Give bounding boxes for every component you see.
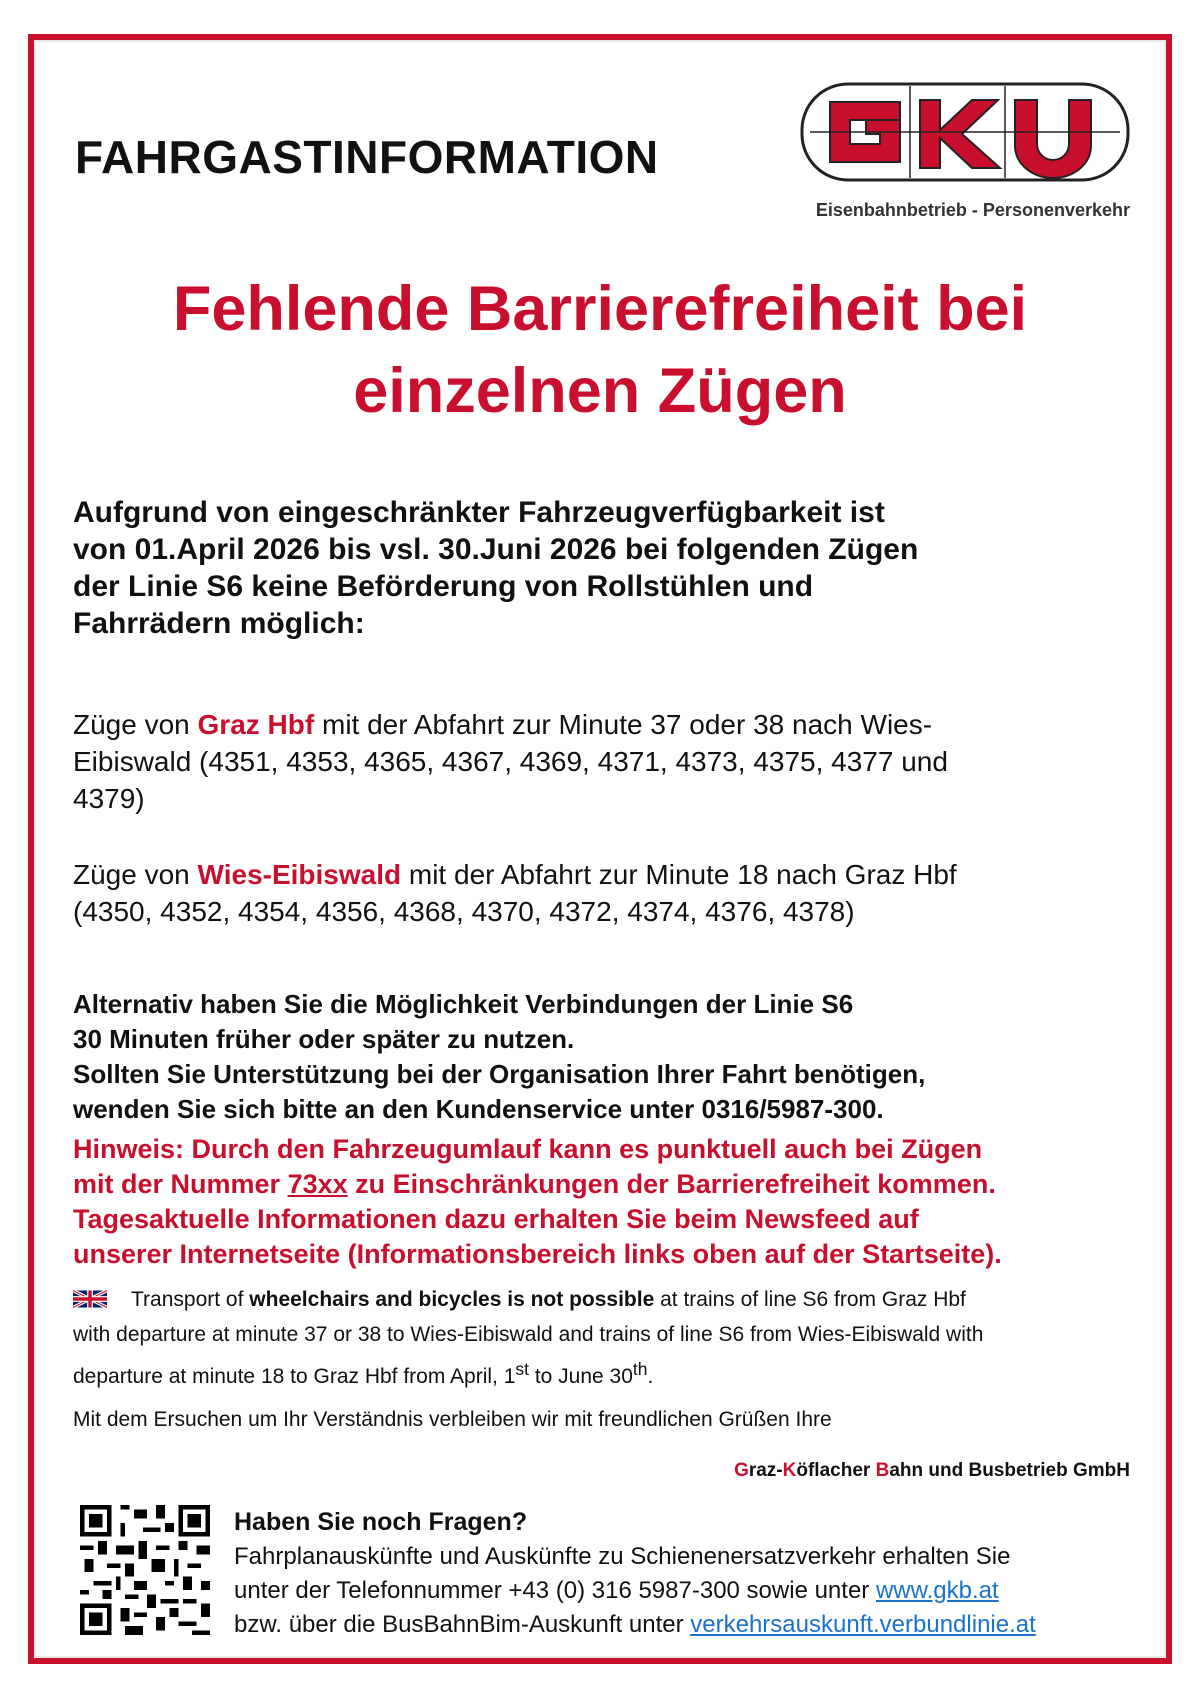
- trains-prefix: Züge von: [73, 859, 198, 890]
- english-text: departure at minute 18 to Graz Hbf from April, 1: [73, 1365, 516, 1388]
- train-numbers: (4350, 4352, 4354, 4356, 4368, 4370, 4372, 4374, 4376, 4378): [73, 896, 855, 927]
- questions-line: unter der Telefonnummer +43 (0) 316 5987-300 sowie unter: [234, 1577, 876, 1604]
- notice-title: [40, 268, 1160, 432]
- title-line-2: einzelnen Zügen: [353, 356, 847, 426]
- intro-line: Aufgrund von eingeschränkter Fahrzeugverfügbarkeit ist: [73, 496, 885, 529]
- closing-text: Mit dem Ersuchen um Ihr Verständnis verbleiben wir mit freundlichen Grüßen Ihre: [73, 1408, 832, 1431]
- alt-line: wenden Sie sich bitte an den Kundenservice unter 0316/5987-300.: [73, 1094, 884, 1124]
- trains-text: mit der Abfahrt zur Minute 18 nach Graz Hbf: [401, 859, 957, 890]
- hint-line: unserer Internetseite (Informationsbereich links oben auf der Startseite).: [73, 1239, 1002, 1269]
- intro-line: der Linie S6 keine Beförderung von Rollstühlen und: [73, 570, 814, 603]
- gkb-logo: [800, 82, 1130, 182]
- sig-initial: B: [875, 1460, 890, 1481]
- hint-line: Tagesaktuelle Informationen dazu erhalten Sie beim Newsfeed auf: [73, 1204, 919, 1234]
- english-text: Transport of: [131, 1288, 250, 1311]
- alt-line: Sollten Sie Unterstützung bei der Organisation Ihrer Fahrt benötigen,: [73, 1059, 926, 1089]
- train-numbers: Eibiswald (4351, 4353, 4365, 4367, 4369, 4371, 4373, 4375, 4377 und: [73, 746, 948, 777]
- sig-text: ahn und Busbetrieb GmbH: [889, 1460, 1130, 1481]
- questions-line: bzw. über die BusBahnBim-Auskunft unter: [234, 1611, 691, 1638]
- sig-initial: K: [782, 1460, 797, 1481]
- uk-flag-icon: [73, 1289, 107, 1309]
- trains-from-wies: [73, 856, 1133, 930]
- english-line: with departure at minute 37 or 38 to Wies-Eibiswald and trains of line S6 from Wies-Eibiswald with: [73, 1323, 984, 1346]
- alternative-paragraph: [73, 987, 1133, 1127]
- qr-code[interactable]: [80, 1505, 210, 1635]
- ordinal-suffix: st: [515, 1359, 529, 1379]
- sig-initial: G: [734, 1460, 749, 1481]
- english-bold: wheelchairs and bicycles is not possible: [249, 1288, 655, 1311]
- questions-text: [234, 1540, 1134, 1642]
- signature: [640, 1460, 1130, 1482]
- verbundlinie-link[interactable]: verkehrsauskunft.verbundlinie.at: [690, 1611, 1036, 1638]
- english-notice: [73, 1282, 1133, 1394]
- logo-subtitle: Eisenbahnbetrieb - Personenverkehr: [815, 200, 1130, 220]
- trains-text: mit der Abfahrt zur Minute 37 oder 38 nach Wies-: [314, 709, 933, 740]
- intro-line: von 01.April 2026 bis vsl. 30.Juni 2026 bei folgenden Zügen: [73, 533, 919, 566]
- trains-from-graz: [73, 706, 1133, 817]
- questions-title: Haben Sie noch Fragen?: [234, 1508, 528, 1536]
- title-line-1: Fehlende Barrierefreiheit bei: [172, 274, 1028, 344]
- intro-paragraph: [73, 494, 1133, 642]
- gkb-website-link[interactable]: www.gkb.at: [875, 1577, 999, 1604]
- hint-paragraph: [73, 1132, 1133, 1272]
- sig-text: raz-: [748, 1460, 783, 1481]
- questions-line: Fahrplanauskünfte und Auskünfte zu Schienenersatzverkehr erhalten Sie: [234, 1543, 1011, 1570]
- page-heading: FAHRGASTINFORMATION: [75, 131, 659, 183]
- station-wies: Wies-Eibiswald: [197, 859, 402, 890]
- train-number-pattern: 73xx: [287, 1169, 348, 1199]
- english-text: to June 30: [529, 1365, 633, 1388]
- english-text: at trains of line S6 from Graz Hbf: [654, 1288, 966, 1311]
- alt-line: Alternativ haben Sie die Möglichkeit Verbindungen der Linie S6: [73, 989, 854, 1019]
- trains-prefix: Züge von: [73, 709, 198, 740]
- alt-line: 30 Minuten früher oder später zu nutzen.: [73, 1024, 575, 1054]
- sig-text: öflacher: [796, 1460, 876, 1481]
- hint-line: Hinweis: Durch den Fahrzeugumlauf kann es punktuell auch bei Zügen: [73, 1134, 983, 1164]
- ordinal-suffix: th: [632, 1359, 648, 1379]
- station-graz: Graz Hbf: [197, 709, 315, 740]
- hint-text: zu Einschränkungen der Barrierefreiheit kommen.: [347, 1169, 996, 1199]
- train-numbers: 4379): [73, 783, 145, 814]
- hint-text: mit der Nummer: [73, 1169, 288, 1199]
- english-text: .: [647, 1365, 654, 1388]
- intro-line: Fahrrädern möglich:: [73, 607, 365, 640]
